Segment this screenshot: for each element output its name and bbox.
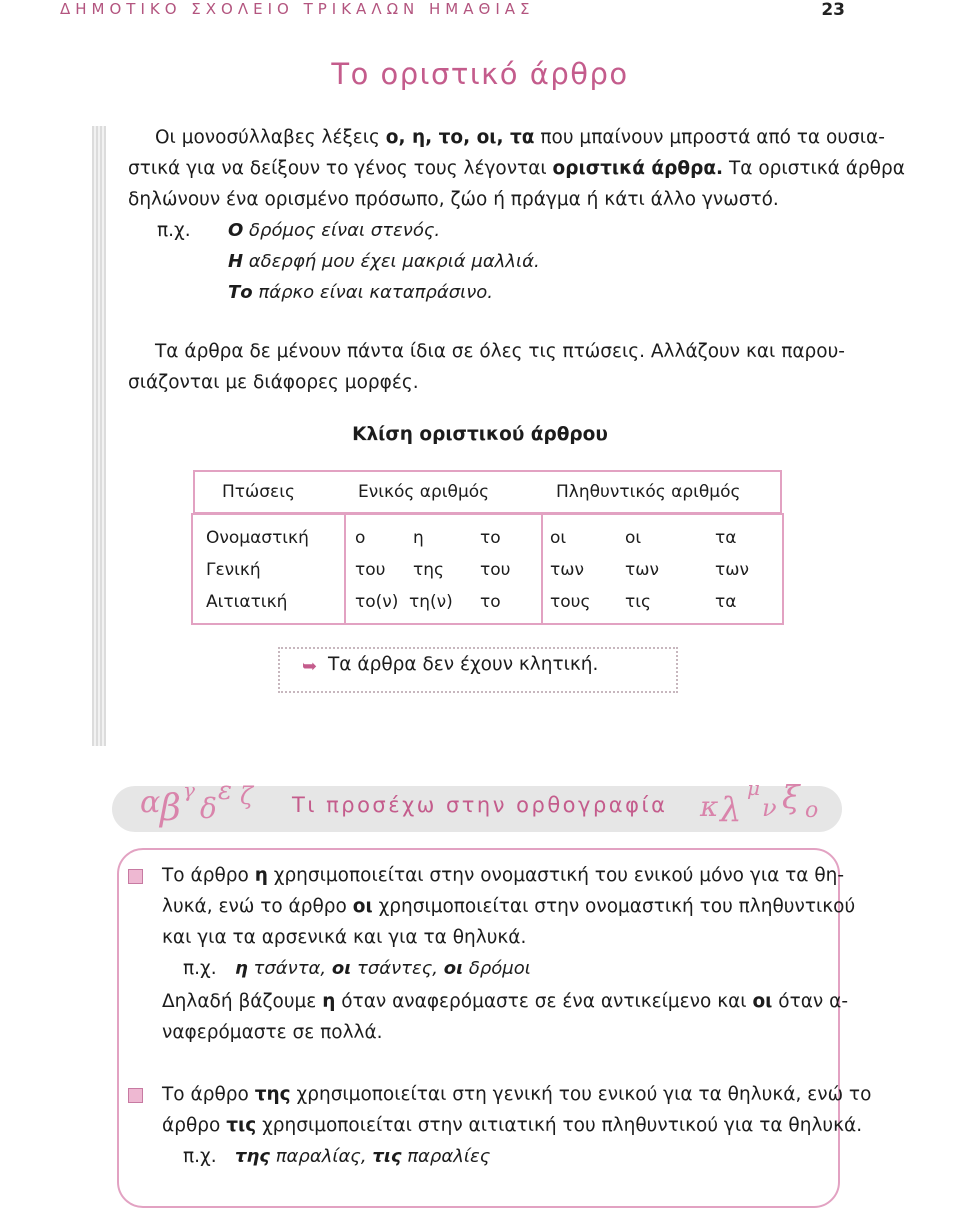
table-divider: [541, 513, 543, 625]
deco-letter: κ: [700, 790, 719, 823]
table-cell: τις: [625, 592, 651, 612]
table-cell: των: [715, 560, 749, 580]
square-bullet-icon: [128, 869, 143, 884]
table-header-cases: Πτώσεις: [222, 482, 295, 502]
deco-letter: δ: [200, 792, 217, 825]
rule-2-example-label: π.χ.: [183, 1146, 217, 1167]
deco-letter: ε: [218, 776, 232, 806]
table-cell: ο: [355, 528, 366, 548]
deco-letter: ο: [805, 798, 819, 823]
table-cell: το: [480, 528, 501, 548]
deco-letter: α: [140, 785, 161, 820]
table-cell: τα: [715, 592, 737, 612]
table-cell: του: [355, 560, 386, 580]
rule-1-line-2: λυκά, ενώ το άρθρο οι χρησιμοποιείται στην ονομαστική του πληθυντικού: [162, 896, 856, 917]
table-cell: Αιτιατική: [206, 592, 288, 612]
intro-line-2: στικά για να δείξουν το γένος τους λέγονται οριστικά άρθρα. Τα οριστικά άρθρα: [128, 158, 905, 179]
example-3: Το πάρκο είναι καταπράσινο.: [228, 282, 493, 303]
rule-1-example-label: π.χ.: [183, 958, 217, 979]
intro-line-3: δηλώνουν ένα ορισμένο πρόσωπο, ζώο ή πράγμα ή κάτι άλλο γνωστό.: [128, 189, 779, 210]
table-cell: τους: [550, 592, 591, 612]
table-cell: τη(ν): [409, 592, 453, 612]
intro-line-1: Οι μονοσύλλαβες λέξεις ο, η, το, οι, τα που μπαίνουν μπροστά από τα ουσια-: [155, 127, 885, 148]
cases-line-1: Τα άρθρα δε μένουν πάντα ίδια σε όλες τις πτώσεις. Αλλάζουν και παρου-: [155, 341, 845, 362]
table-cell: Γενική: [206, 560, 261, 580]
square-bullet-icon: [128, 1088, 143, 1103]
table-header-plural: Πληθυντικός αριθμός: [556, 482, 741, 502]
deco-letter: ζ: [240, 782, 254, 810]
rule-1-line-4: Δηλαδή βάζουμε η όταν αναφερόμαστε σε ένα αντικείμενο και οι όταν α-: [162, 991, 848, 1012]
table-header-singular: Ενικός αριθμός: [358, 482, 490, 502]
table-cell: το(ν): [355, 592, 399, 612]
rule-1-line-3: και για τα αρσενικά και για τα θηλυκά.: [162, 927, 527, 948]
table-cell: του: [480, 560, 511, 580]
deco-letter: λ: [720, 790, 742, 830]
example-2: Η αδερφή μου έχει μακριά μαλλιά.: [228, 251, 540, 272]
deco-letter: ν: [762, 794, 777, 822]
page-number: 23: [821, 0, 845, 20]
note-text: Τα άρθρα δεν έχουν κλητική.: [328, 654, 599, 675]
table-divider: [344, 513, 346, 625]
table-cell: των: [550, 560, 584, 580]
deco-letter: γ: [183, 778, 195, 802]
example-label: π.χ.: [157, 220, 191, 241]
banner-title: Τι προσέχω στην ορθογραφία: [292, 793, 668, 817]
table-cell: των: [625, 560, 659, 580]
table-cell: τα: [715, 528, 737, 548]
table-cell: η: [413, 528, 424, 548]
rule-1-line-5: ναφερόμαστε σε πολλά.: [162, 1022, 383, 1043]
page-title: Το οριστικό άρθρο: [331, 57, 629, 91]
deco-letter: ξ: [782, 778, 800, 816]
table-title: Κλίση οριστικού άρθρου: [352, 424, 608, 445]
example-1: Ο δρόμος είναι στενός.: [228, 220, 441, 241]
rule-2-line-1: Το άρθρο της χρησιμοποιείται στη γενική του ενικού για τα θηλυκά, ενώ το: [162, 1084, 872, 1105]
rule-2-example: της παραλίας, τις παραλίες: [235, 1146, 491, 1167]
table-cell: το: [480, 592, 501, 612]
school-header: ΔΗΜΟΤΙΚΟ ΣΧΟΛΕΙΟ ΤΡΙΚΑΛΩΝ ΗΜΑΘΙΑΣ: [60, 0, 535, 18]
deco-letter: μ: [747, 776, 760, 800]
cases-line-2: σιάζονται με διάφορες μορφές.: [128, 372, 419, 393]
arrow-right-icon: ➥: [302, 656, 318, 677]
rule-1-example: η τσάντα, οι τσάντες, οι δρόμοι: [235, 958, 531, 979]
rule-2-line-2: άρθρο τις χρησιμοποιείται στην αιτιατική του πληθυντικού για τα θηλυκά.: [162, 1115, 863, 1136]
table-cell: οι: [550, 528, 567, 548]
table-cell: της: [413, 560, 444, 580]
deco-letter: β: [160, 788, 181, 829]
rule-1-line-1: Το άρθρο η χρησιμοποιείται στην ονομαστική του ενικού μόνο για τα θη-: [162, 865, 845, 886]
table-cell: οι: [625, 528, 642, 548]
table-cell: Ονομαστική: [206, 528, 309, 548]
